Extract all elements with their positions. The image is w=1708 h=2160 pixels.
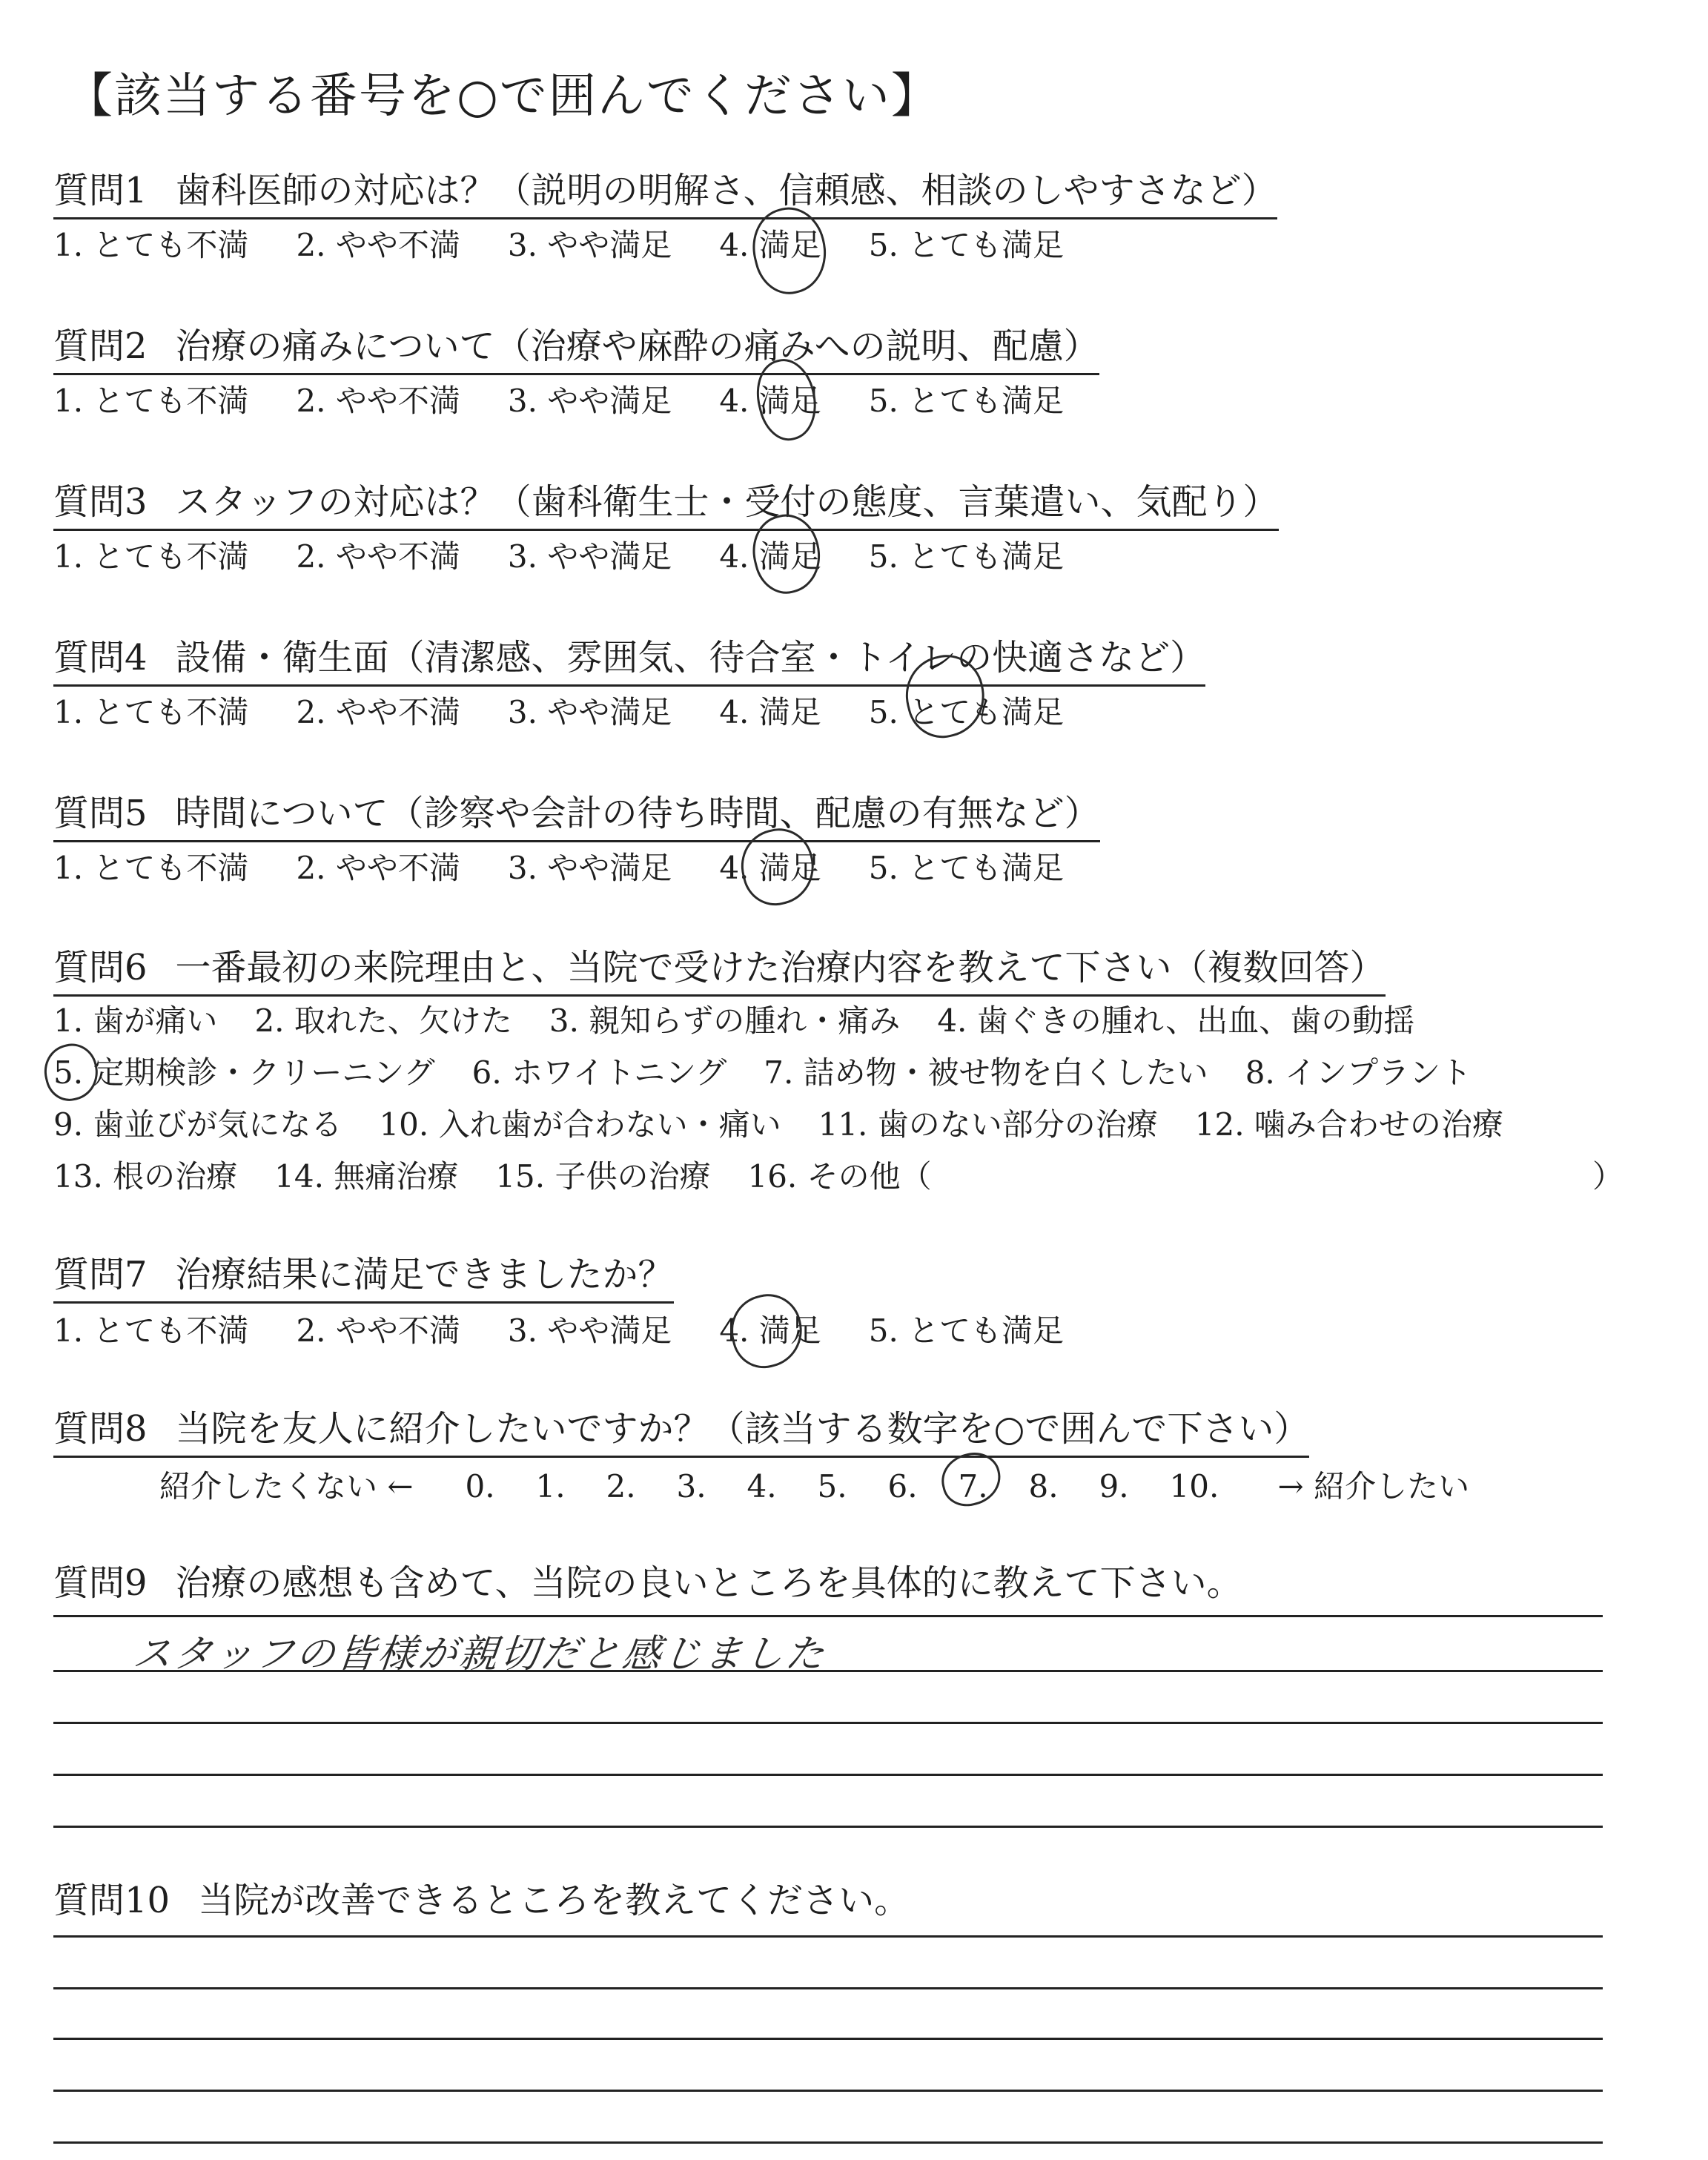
q5-option-4[interactable]: 4. 満足 [719, 850, 821, 886]
q8-scale-8[interactable]: 8. [1028, 1468, 1059, 1505]
q4-option-2[interactable]: 2. やや不満 [296, 694, 460, 730]
q6-option-1[interactable]: 1. 歯が痛い [53, 1003, 218, 1039]
question-2-text: 治療の痛みについて（治療や麻酔の痛みへの説明、配慮） [175, 326, 1099, 367]
question-6-number: 質問6 [53, 947, 148, 988]
q1-option-1[interactable]: 1. とても不満 [53, 227, 249, 263]
q1-option-4[interactable]: 4. 満足 [719, 227, 821, 263]
question-6-heading [53, 939, 1386, 997]
q6-options-row-3 [53, 1100, 1540, 1145]
question-9-text: 治療の感想も含めて、当院の良いところを具体的に教えて下さい。 [175, 1562, 1242, 1604]
q7-option-3[interactable]: 3. やや満足 [507, 1312, 672, 1349]
question-3-number: 質問3 [53, 481, 148, 523]
q9-answer-line-4 [53, 1774, 1603, 1776]
question-8-number: 質問8 [53, 1408, 148, 1450]
q10-answer-line-4 [53, 2090, 1603, 2092]
q8-scale-10[interactable]: 10. [1169, 1468, 1219, 1505]
q7-option-5[interactable]: 5. とても満足 [868, 1312, 1065, 1349]
question-10-heading [53, 1872, 910, 1927]
question-4-heading [53, 629, 1205, 687]
q1-option-2[interactable]: 2. やや不満 [296, 227, 460, 263]
q8-scale-7[interactable]: 7. [958, 1468, 988, 1505]
q8-scale-5[interactable]: 5. [817, 1468, 847, 1505]
q6-options-row-1 [53, 997, 1452, 1041]
q6-option-10[interactable]: 10. 入れ歯が合わない・痛い [379, 1106, 781, 1143]
q6-options-row-4 [53, 1152, 969, 1197]
q3-option-3[interactable]: 3. やや満足 [507, 538, 672, 575]
q6-option-4[interactable]: 4. 歯ぐきの腫れ、出血、歯の動揺 [937, 1003, 1415, 1039]
q6-option-12[interactable]: 12. 噛み合わせの治療 [1194, 1106, 1503, 1143]
q9-answer-line-2 [53, 1670, 1603, 1672]
question-8-text: 当院を友人に紹介したいですか？（該当する数字を○で囲んで下さい） [175, 1408, 1310, 1450]
q4-option-1[interactable]: 1. とても不満 [53, 694, 249, 730]
q8-right-label: → 紹介したい [1277, 1468, 1470, 1505]
question-9-heading [53, 1554, 1242, 1610]
question-10-text: 当院が改善できるところを教えてください。 [198, 1880, 910, 1921]
question-2-options [53, 377, 1111, 421]
question-5-number: 質問5 [53, 793, 148, 834]
q7-option-1[interactable]: 1. とても不満 [53, 1312, 249, 1349]
q1-option-5[interactable]: 5. とても満足 [868, 227, 1065, 263]
q6-options-row-2 [53, 1048, 1509, 1093]
question-4-number: 質問4 [53, 637, 148, 678]
q2-option-5[interactable]: 5. とても満足 [868, 383, 1065, 419]
q5-option-3[interactable]: 3. やや満足 [507, 850, 672, 886]
q10-answer-line-2 [53, 1987, 1603, 1989]
q6-option-16[interactable]: 16. その他（ [747, 1158, 932, 1195]
question-6-text: 一番最初の来院理由と、当院で受けた治療内容を教えて下さい（複数回答） [175, 947, 1386, 988]
question-7-options [53, 1307, 1111, 1351]
question-1-number: 質問1 [53, 170, 148, 211]
q3-option-2[interactable]: 2. やや不満 [296, 538, 460, 575]
q10-answer-line-3 [53, 2038, 1603, 2040]
q8-left-label: 紹介したくない ← [159, 1468, 414, 1505]
q7-option-2[interactable]: 2. やや不満 [296, 1312, 460, 1349]
q6-option-2[interactable]: 2. 取れた、欠けた [254, 1003, 512, 1039]
q6-option-5[interactable]: 5. 定期検診・クリーニング [53, 1054, 435, 1091]
question-3-options [53, 532, 1111, 577]
q2-option-2[interactable]: 2. やや不満 [296, 383, 460, 419]
q2-option-1[interactable]: 1. とても不満 [53, 383, 249, 419]
question-8-heading [53, 1400, 1309, 1458]
q6-option-14[interactable]: 14. 無痛治療 [274, 1158, 459, 1195]
question-7-heading [53, 1246, 674, 1304]
q2-option-3[interactable]: 3. やや満足 [507, 383, 672, 419]
q6-option-6[interactable]: 6. ホワイトニング [471, 1054, 727, 1091]
question-3-text: スタッフの対応は？（歯科衛生士・受付の態度、言葉遣い、気配り） [175, 481, 1279, 523]
q8-scale-3[interactable]: 3. [676, 1468, 706, 1505]
q6-option-13[interactable]: 13. 根の治療 [53, 1158, 238, 1195]
q8-scale-4[interactable]: 4. [747, 1468, 777, 1505]
q4-option-3[interactable]: 3. やや満足 [507, 694, 672, 730]
page-title: 【該当する番号を○で囲んでください】 [65, 69, 940, 124]
question-5-text: 時間について（診察や会計の待ち時間、配慮の有無など） [175, 793, 1100, 834]
q4-option-4[interactable]: 4. 満足 [719, 694, 821, 730]
q8-scale-1[interactable]: 1. [535, 1468, 566, 1505]
q6-option-11[interactable]: 11. 歯のない部分の治療 [818, 1106, 1158, 1143]
q3-option-1[interactable]: 1. とても不満 [53, 538, 249, 575]
question-1-text: 歯科医師の対応は？（説明の明解さ、信頼感、相談のしやすさなど） [175, 170, 1277, 211]
q10-answer-line-1 [53, 1935, 1603, 1938]
q9-handwritten-answer[interactable]: スタッフの皆様が親切だと感じました [130, 1632, 829, 1677]
question-5-options [53, 844, 1111, 888]
q1-option-3[interactable]: 3. やや満足 [507, 227, 672, 263]
q6-option-8[interactable]: 8. インプラント [1245, 1054, 1472, 1091]
q8-scale-2[interactable]: 2. [606, 1468, 636, 1505]
q6-other-close-paren: ） [1592, 1158, 1624, 1195]
q8-scale-0[interactable]: 0. [465, 1468, 495, 1505]
q5-option-5[interactable]: 5. とても満足 [868, 850, 1065, 886]
q9-answer-line-1 [53, 1615, 1603, 1617]
question-2-heading [53, 317, 1099, 375]
q6-option-15[interactable]: 15. 子供の治療 [495, 1158, 711, 1195]
q4-option-5[interactable]: 5. とても満足 [868, 694, 1065, 730]
question-10-number: 質問10 [53, 1880, 171, 1921]
question-2-number: 質問2 [53, 326, 148, 367]
question-9-number: 質問9 [53, 1562, 148, 1604]
q5-option-1[interactable]: 1. とても不満 [53, 850, 249, 886]
question-5-heading [53, 785, 1100, 842]
question-1-options [53, 221, 1111, 265]
question-3-heading [53, 473, 1279, 531]
q5-option-2[interactable]: 2. やや不満 [296, 850, 460, 886]
question-7-text: 治療結果に満足できましたか？ [175, 1254, 674, 1295]
q9-answer-line-5 [53, 1826, 1603, 1828]
question-1-heading [53, 162, 1277, 219]
question-7-number: 質問7 [53, 1254, 148, 1295]
q6-option-9[interactable]: 9. 歯並びが気になる [53, 1106, 342, 1143]
q7-selection-circle [724, 1287, 810, 1375]
q10-answer-line-5 [53, 2141, 1603, 2144]
q2-option-4[interactable]: 4. 満足 [719, 383, 821, 419]
q8-scale-9[interactable]: 9. [1099, 1468, 1129, 1505]
q6-option-7[interactable]: 7. 詰め物・被せ物を白くしたい [764, 1054, 1208, 1091]
q9-answer-line-3 [53, 1722, 1603, 1724]
q3-option-4[interactable]: 4. 満足 [719, 538, 821, 575]
q7-option-4[interactable]: 4. 満足 [719, 1312, 821, 1349]
q8-recommend-scale [159, 1462, 1489, 1507]
question-4-text: 設備・衛生面（清潔感、雰囲気、待合室・トイレの快適さなど） [175, 637, 1206, 678]
q6-option-3[interactable]: 3. 親知らずの腫れ・痛み [549, 1003, 901, 1039]
q8-scale-6[interactable]: 6. [887, 1468, 918, 1505]
q3-option-5[interactable]: 5. とても満足 [868, 538, 1065, 575]
